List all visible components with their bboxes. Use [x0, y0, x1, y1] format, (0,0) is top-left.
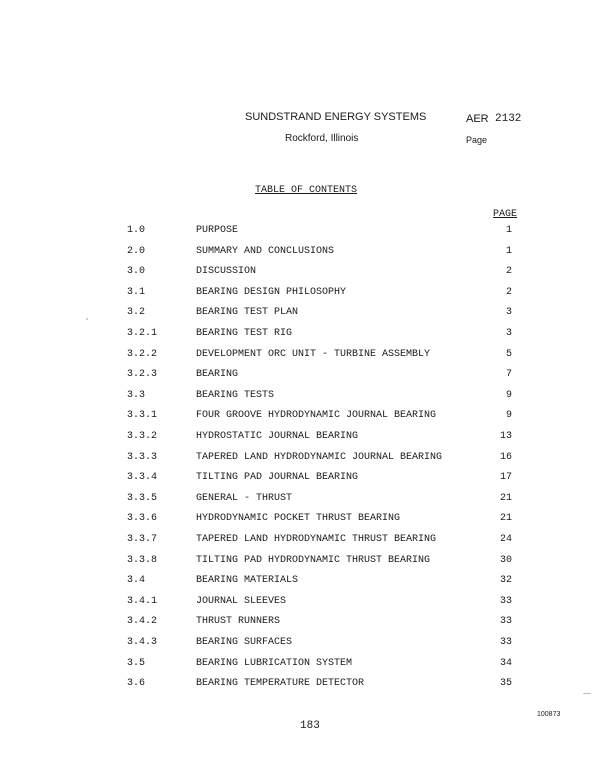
footer-page-number: 183	[300, 720, 320, 732]
toc-title: BEARING	[196, 369, 239, 381]
toc-title: BEARING TEST PLAN	[196, 307, 299, 319]
toc-num: 3.6	[127, 678, 146, 690]
toc-num: 3.3.7	[127, 534, 158, 545]
toc-page: 9	[505, 410, 512, 422]
toc-title: BEARING TEMPERATURE DETECTOR	[196, 678, 365, 690]
page-label: Page	[466, 135, 488, 145]
toc-row	[0, 287, 612, 307]
toc-title: TILTING PAD JOURNAL BEARING	[196, 472, 359, 484]
toc-num: 3.4.1	[127, 595, 158, 607]
toc-row	[0, 555, 612, 575]
toc-num: 3.3.2	[127, 431, 158, 442]
toc-page: 5	[505, 348, 512, 360]
toc-page: 16	[499, 451, 512, 463]
toc-title: DEVELOPMENT ORC UNIT - TURBINE ASSEMBLY	[196, 348, 431, 360]
toc-page: 35	[499, 678, 512, 690]
scan-speck	[86, 318, 88, 320]
toc-page: 33	[499, 595, 512, 607]
company-name: SUNDSTRAND ENERGY SYSTEMS	[245, 111, 427, 123]
toc-title: GENERAL - THRUST	[196, 492, 293, 504]
page-column-header: PAGE	[493, 209, 518, 220]
toc-num: 2.0	[127, 245, 146, 257]
toc-page: 1	[505, 225, 512, 236]
toc-num: 3.4.2	[127, 616, 158, 628]
toc-title: DISCUSSION	[196, 266, 257, 278]
toc-row	[0, 493, 612, 513]
toc-title: TILTING PAD HYDRODYNAMIC THRUST BEARING	[196, 554, 431, 566]
toc-page: 32	[499, 575, 512, 587]
toc-num: 3.1	[127, 286, 146, 298]
toc-num: 3.3.6	[127, 513, 158, 525]
toc-row	[0, 452, 612, 472]
toc-row	[0, 349, 612, 369]
toc-num: 3.5	[127, 657, 146, 669]
toc-page: 17	[499, 472, 512, 484]
toc-title: TAPERED LAND HYDRODYNAMIC JOURNAL BEARING	[196, 451, 443, 463]
toc-num: 3.2.2	[127, 348, 158, 360]
toc-row	[0, 369, 612, 389]
toc-row	[0, 410, 612, 430]
toc-page: 1	[505, 245, 512, 257]
toc-page: 3	[505, 307, 512, 319]
toc-row	[0, 637, 612, 657]
toc-num: 3.4	[127, 575, 146, 587]
toc-title: FOUR GROOVE HYDRODYNAMIC JOURNAL BEARING	[196, 410, 437, 422]
toc-num: 3.3.8	[127, 554, 158, 566]
toc-row	[0, 658, 612, 678]
toc-title: TAPERED LAND HYDRODYNAMIC THRUST BEARING	[196, 534, 437, 545]
toc-title: BEARING TEST RIG	[196, 328, 293, 339]
toc-num: 3.3.4	[127, 472, 158, 484]
toc-row	[0, 616, 612, 636]
toc-title: TABLE OF CONTENTS	[255, 185, 358, 196]
toc-title: HYDRODYNAMIC POCKET THRUST BEARING	[196, 513, 401, 525]
toc-page: 33	[499, 637, 512, 648]
toc-row	[0, 390, 612, 410]
toc-num: 1.0	[127, 225, 146, 236]
company-city: Rockford, Illinois	[285, 133, 359, 144]
toc-row	[0, 534, 612, 554]
toc-num: 3.2.1	[127, 328, 158, 339]
toc-row	[0, 575, 612, 595]
toc-num: 3.2	[127, 307, 146, 319]
toc-page: 9	[505, 389, 512, 401]
toc-page: 21	[499, 492, 512, 504]
toc-num: 3.3.3	[127, 451, 158, 463]
toc-num: 3.4.3	[127, 637, 158, 648]
toc-page: 34	[499, 657, 512, 669]
toc-title: BEARING LUBRICATION SYSTEM	[196, 657, 353, 669]
toc-page: 2	[505, 286, 512, 298]
toc-row	[0, 225, 612, 245]
toc-page: 24	[499, 534, 512, 545]
toc-title: BEARING DESIGN PHILOSOPHY	[196, 286, 347, 298]
toc-title: PURPOSE	[196, 225, 239, 236]
toc-page: 7	[505, 369, 512, 381]
toc-title: SUMMARY AND CONCLUSIONS	[196, 245, 335, 257]
toc-num: 3.0	[127, 266, 146, 278]
toc-title: JOURNAL SLEEVES	[196, 595, 287, 607]
toc-page: 21	[499, 513, 512, 525]
toc-title: HYDROSTATIC JOURNAL BEARING	[196, 431, 359, 442]
toc-row	[0, 328, 612, 348]
toc-row	[0, 246, 612, 266]
toc-row	[0, 307, 612, 327]
toc-title: THRUST RUNNERS	[196, 616, 281, 628]
aer-label: AER	[466, 113, 489, 125]
toc-title: BEARING SURFACES	[196, 637, 293, 648]
toc-row	[0, 678, 612, 698]
toc-page: 2	[505, 266, 512, 278]
toc-num: 3.2.3	[127, 369, 158, 381]
toc-page: 30	[499, 554, 512, 566]
toc-page: 33	[499, 616, 512, 628]
toc-title: BEARING MATERIALS	[196, 575, 299, 587]
toc-page: 13	[499, 431, 512, 442]
toc-title: BEARING TESTS	[196, 389, 275, 401]
toc-row	[0, 513, 612, 533]
toc-num: 3.3	[127, 389, 146, 401]
aer-number: 2132	[495, 113, 522, 125]
toc-num: 3.3.1	[127, 410, 158, 422]
scan-speck	[583, 693, 591, 694]
footer-code: 100873	[537, 711, 561, 718]
toc-num: 3.3.5	[127, 492, 158, 504]
toc-row	[0, 596, 612, 616]
toc-row	[0, 431, 612, 451]
toc-row	[0, 472, 612, 492]
toc-page: 3	[505, 328, 512, 339]
toc-row	[0, 266, 612, 286]
